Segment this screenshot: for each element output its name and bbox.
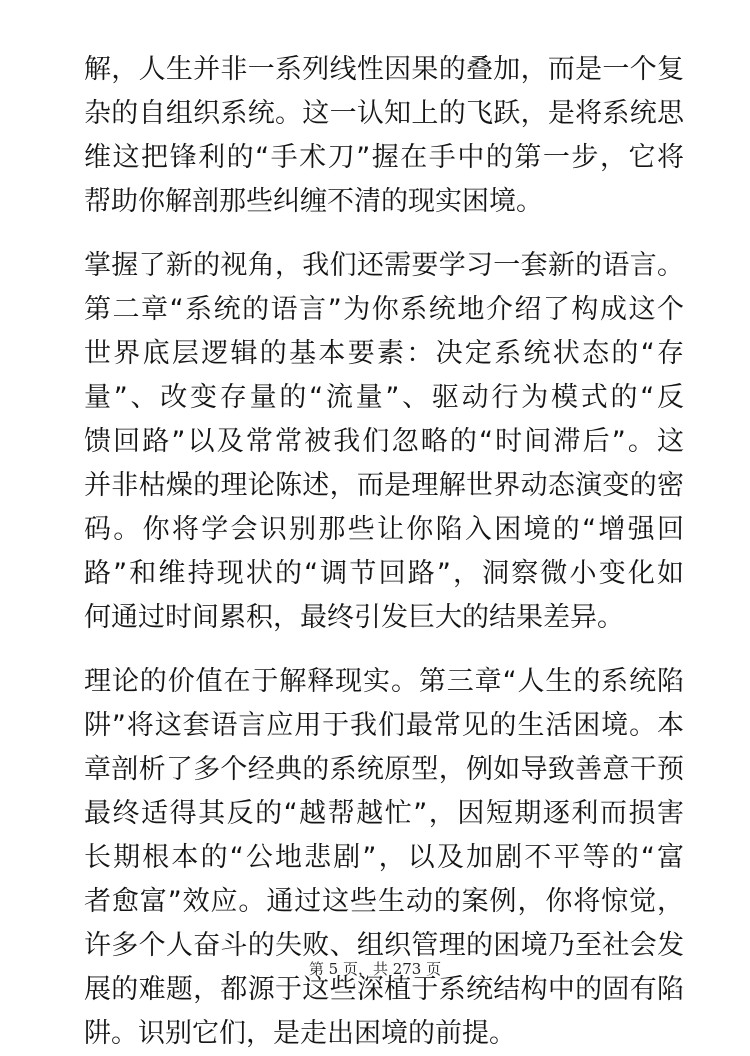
text-line: 许多个人奋斗的失败、组织管理的困境乃至社会发 <box>84 930 684 961</box>
paragraph-3 <box>84 660 684 1056</box>
text-line: 帮助你解剖那些纠缠不清的现实困境。 <box>84 186 543 217</box>
text-line: 并非枯燥的理论陈述，而是理解世界动态演变的密 <box>84 470 684 501</box>
page-body <box>84 48 684 1056</box>
paragraph-2 <box>84 244 684 640</box>
text-line: 世界底层逻辑的基本要素：决定系统状态的“存 <box>84 338 684 369</box>
text-line: 阱”将这套语言应用于我们最常见的生活困境。本 <box>84 710 684 741</box>
text-line: 最终适得其反的“越帮越忙”，因短期逐利而损害 <box>84 798 684 829</box>
text-line: 阱。识别它们，是走出困境的前提。 <box>84 1018 516 1049</box>
text-line: 维这把锋利的“手术刀”握在手中的第一步，它将 <box>84 142 684 173</box>
paragraph-1 <box>84 48 684 224</box>
text-line: 第二章“系统的语言”为你系统地介绍了构成这个 <box>84 294 684 325</box>
text-line: 码。你将学会识别那些让你陷入困境的“增强回 <box>84 514 684 545</box>
text-line: 长期根本的“公地悲剧”，以及加剧不平等的“富 <box>84 842 684 873</box>
text-line: 解，人生并非一系列线性因果的叠加，而是一个复 <box>84 54 684 85</box>
text-line: 馈回路”以及常常被我们忽略的“时间滞后”。这 <box>84 426 684 457</box>
text-line: 何通过时间累积，最终引发巨大的结果差异。 <box>84 602 624 633</box>
text-line: 掌握了新的视角，我们还需要学习一套新的语言。 <box>84 250 684 281</box>
text-line: 路”和维持现状的“调节回路”，洞察微小变化如 <box>84 558 684 589</box>
text-line: 章剖析了多个经典的系统原型，例如导致善意干预 <box>84 754 684 785</box>
text-line: 量”、改变存量的“流量”、驱动行为模式的“反 <box>84 382 684 413</box>
page-number-footer: 第 5 页，共 273 页 <box>308 960 442 978</box>
text-line: 展的难题，都源于这些深植于系统结构中的固有陷 <box>84 974 684 1005</box>
paragraph-spacer <box>84 224 684 244</box>
paragraph-spacer <box>84 640 684 660</box>
text-line: 理论的价值在于解释现实。第三章“人生的系统陷 <box>84 666 684 697</box>
text-line: 者愈富”效应。通过这些生动的案例，你将惊觉， <box>84 886 684 917</box>
text-line: 杂的自组织系统。这一认知上的飞跃，是将系统思 <box>84 98 684 129</box>
